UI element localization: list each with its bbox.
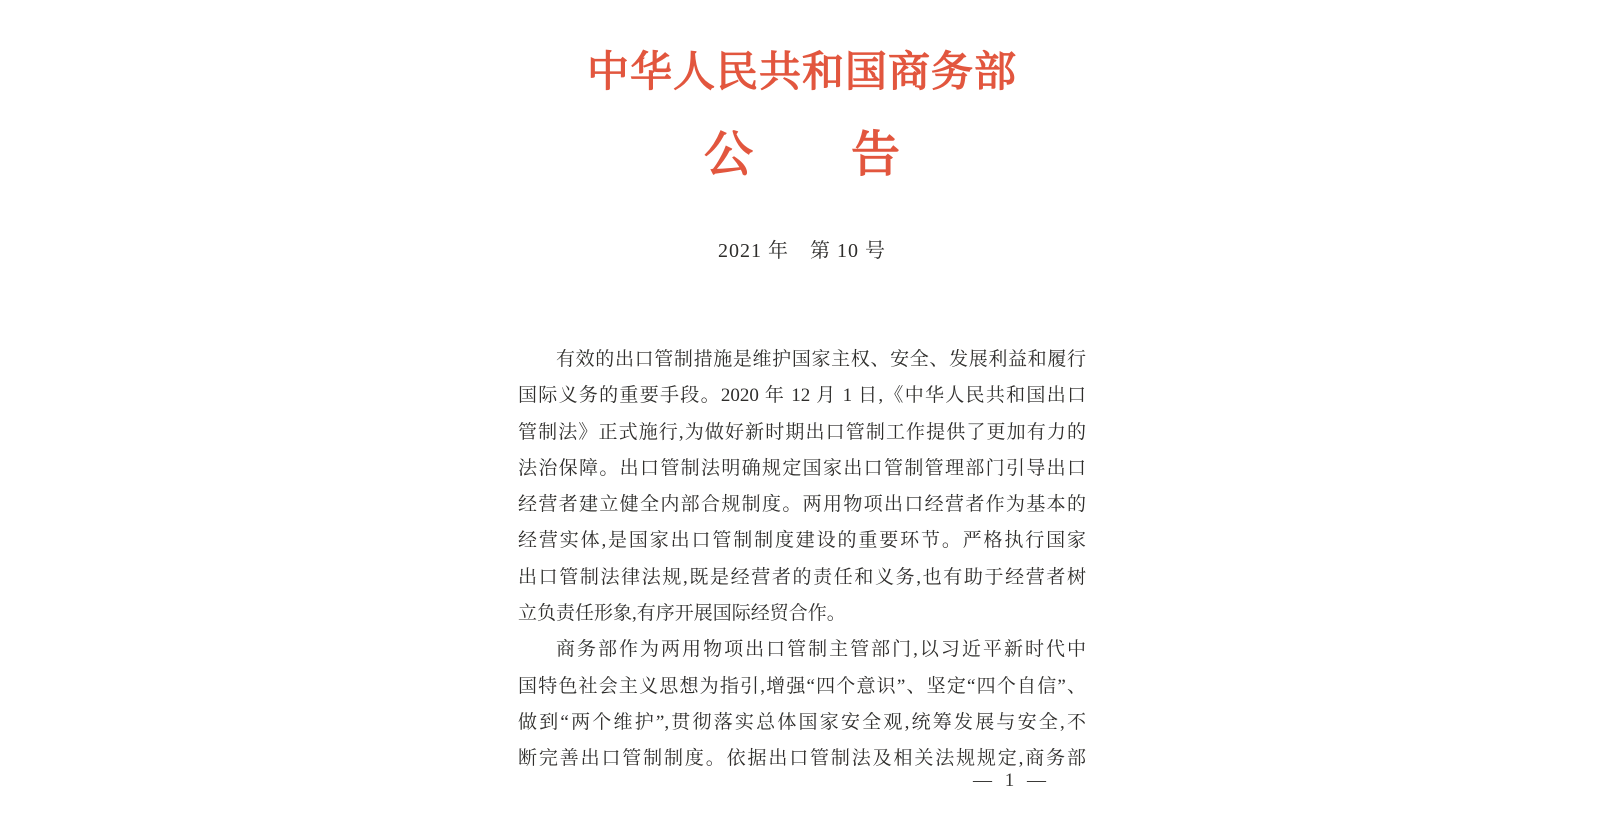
body-line: 做到“两个维护”,贯彻落实总体国家安全观,统筹发展与安全,不 [518, 711, 1086, 733]
body-line: 法治保障。出口管制法明确规定国家出口管制管理部门引导出口 [518, 457, 1086, 479]
issue-number: 2021 年 第 10 号 [718, 240, 886, 262]
body-line: 经营实体,是国家出口管制制度建设的重要环节。严格执行国家 [518, 530, 1086, 552]
body-line: 立负责任形象,有序开展国际经贸合作。 [518, 603, 846, 625]
doc-type-title: 公 告 [703, 127, 900, 182]
body-line: 断完善出口管制制度。依据出口管制法及相关法规规定,商务部 [518, 748, 1086, 770]
document-content [518, 0, 1086, 819]
page-number: — 1 — [973, 770, 1050, 791]
document-body [518, 342, 1086, 778]
body-line: 有效的出口管制措施是维护国家主权、安全、发展利益和履行 [556, 349, 1086, 370]
body-line: 国际义务的重要手段。2020 年 12 月 1 日,《中华人民共和国出口 [518, 385, 1086, 407]
body-line: 出口管制法律法规,既是经营者的责任和义务,也有助于经营者树 [518, 566, 1086, 588]
body-line: 商务部作为两用物项出口管制主管部门,以习近平新时代中 [556, 639, 1086, 661]
org-title: 中华人民共和国商务部 [586, 50, 1017, 96]
body-line: 管制法》正式施行,为做好新时期出口管制工作提供了更加有力的 [518, 421, 1086, 443]
body-line: 国特色社会主义思想为指引,增强“四个意识”、坚定“四个自信”、 [518, 675, 1086, 697]
body-line: 经营者建立健全内部合规制度。两用物项出口经营者作为基本的 [518, 494, 1086, 516]
